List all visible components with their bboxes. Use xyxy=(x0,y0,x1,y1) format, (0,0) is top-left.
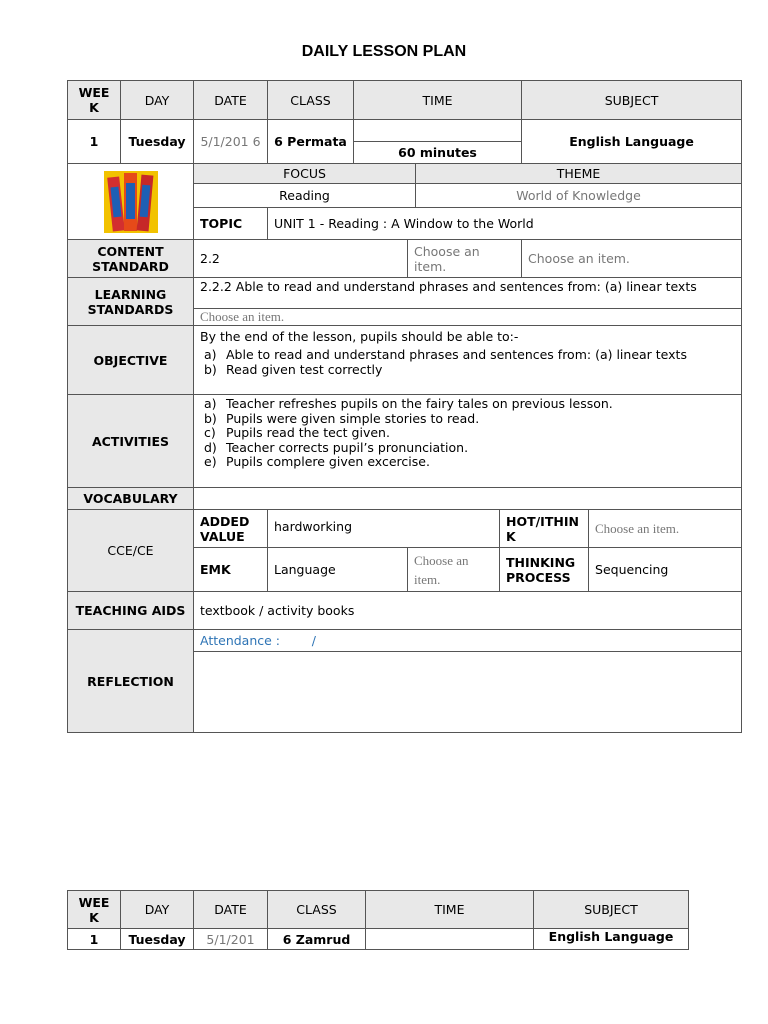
class-value: 6 Permata xyxy=(268,120,354,164)
week-value: 1 xyxy=(68,120,121,164)
date-header: DATE xyxy=(194,81,268,120)
activity-item: a) Teacher refreshes pupils on the fairy tales on previous lesson. xyxy=(204,396,613,411)
objective-intro: By the end of the lesson, pupils should be able to:- xyxy=(200,329,519,344)
emk-choice[interactable]: Choose an item. xyxy=(408,548,500,592)
teaching-aids-label: TEACHING AIDS xyxy=(68,592,194,630)
activity-item: d) Teacher corrects pupil’s pronunciation. xyxy=(204,439,469,455)
emk-value: Language xyxy=(268,548,408,592)
objective-cell xyxy=(194,326,742,395)
learning-standard-value: 2.2.2 Able to read and understand phrases and sentences from: (a) linear texts xyxy=(194,278,742,309)
week-header: WEE K xyxy=(68,891,121,929)
thinking-process-label: THINKING PROCESS xyxy=(500,548,589,592)
class-header: CLASS xyxy=(268,891,366,929)
objective-label: OBJECTIVE xyxy=(68,326,194,395)
reflection-label: REFLECTION xyxy=(68,630,194,733)
attendance-field[interactable]: Attendance : / xyxy=(194,630,742,652)
content-standard-choice-1[interactable]: Choose an item. xyxy=(408,240,522,278)
class-value: 6 Zamrud xyxy=(268,929,366,950)
activity-item: e) Pupils complere given excercise. xyxy=(204,454,430,469)
content-standard-value: 2.2 xyxy=(194,240,408,278)
date-value[interactable]: 5/1/201 xyxy=(194,929,268,950)
theme-value[interactable]: World of Knowledge xyxy=(416,184,742,208)
duration-value: 60 minutes xyxy=(354,142,522,164)
vocabulary-label: VOCABULARY xyxy=(68,488,194,510)
date-value[interactable]: 5/1/201 6 xyxy=(194,120,268,164)
content-standard-choice-2[interactable]: Choose an item. xyxy=(522,240,742,278)
date-header: DATE xyxy=(194,891,268,929)
book-image-cell xyxy=(68,164,194,240)
subject-value: English Language xyxy=(522,120,742,164)
topic-value: UNIT 1 - Reading : A Window to the World xyxy=(268,208,742,240)
subject-header: SUBJECT xyxy=(522,81,742,120)
objective-item: a) Able to read and understand phrases and sentences from: (a) linear texts xyxy=(204,347,687,362)
theme-header: THEME xyxy=(416,164,742,184)
reflection-text-area[interactable] xyxy=(194,652,742,733)
time-header: TIME xyxy=(366,891,534,929)
added-value-value: hardworking xyxy=(268,510,500,548)
class-header: CLASS xyxy=(268,81,354,120)
activities-cell xyxy=(194,395,742,488)
focus-header: FOCUS xyxy=(194,164,416,184)
objective-item: b) Read given test correctly xyxy=(204,361,383,377)
lesson-plan-table xyxy=(67,80,742,733)
time-input[interactable] xyxy=(354,120,522,142)
emk-label: EMK xyxy=(194,548,268,592)
activity-item: c) Pupils read the tect given. xyxy=(204,425,390,440)
day-value: Tuesday xyxy=(121,929,194,950)
hot-choice[interactable]: Choose an item. xyxy=(589,510,742,548)
lesson-plan-table-2 xyxy=(67,890,689,950)
content-standard-label: CONTENT STANDARD xyxy=(68,240,194,278)
learning-standard-choice[interactable]: Choose an item. xyxy=(194,309,742,326)
topic-label: TOPIC xyxy=(194,208,268,240)
activities-label: ACTIVITIES xyxy=(68,395,194,488)
activity-item: b) Pupils were given simple stories to read. xyxy=(204,410,480,426)
learning-standards-label: LEARNING STANDARDS xyxy=(68,278,194,326)
cce-label: CCE/CE xyxy=(68,510,194,592)
objective-list xyxy=(200,348,735,377)
activities-list xyxy=(200,397,735,470)
day-header: DAY xyxy=(121,891,194,929)
day-value: Tuesday xyxy=(121,120,194,164)
focus-value[interactable]: Reading xyxy=(194,184,416,208)
week-value: 1 xyxy=(68,929,121,950)
time-input[interactable] xyxy=(366,929,534,950)
added-value-label: ADDED VALUE xyxy=(194,510,268,548)
subject-header: SUBJECT xyxy=(534,891,689,929)
week-header: WEE K xyxy=(68,81,121,120)
teaching-aids-value: textbook / activity books xyxy=(194,592,742,630)
time-header: TIME xyxy=(354,81,522,120)
page-title: DAILY LESSON PLAN xyxy=(301,43,467,60)
book-stack-icon xyxy=(102,167,160,237)
thinking-process-value: Sequencing xyxy=(589,548,742,592)
subject-value: English Language xyxy=(534,929,689,950)
vocabulary-value[interactable] xyxy=(194,488,742,510)
hot-label: HOT/ITHIN K xyxy=(500,510,589,548)
day-header: DAY xyxy=(121,81,194,120)
